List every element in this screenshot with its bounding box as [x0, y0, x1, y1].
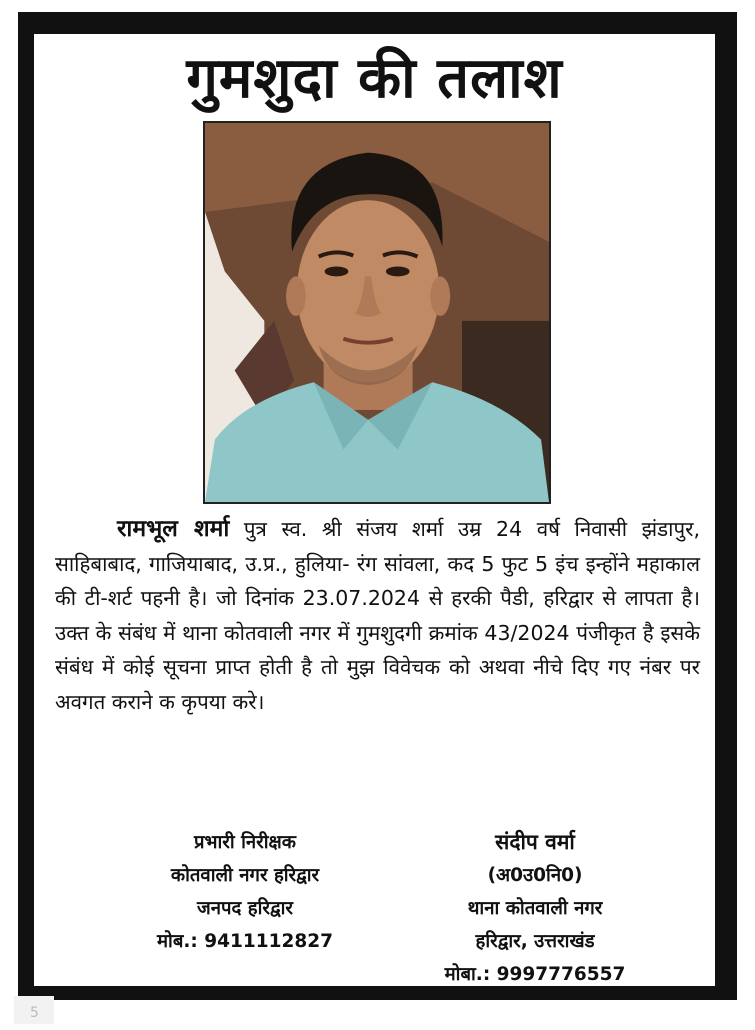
- investigator-name: संदीप वर्मा: [495, 830, 575, 854]
- contact-block-inspector: [100, 826, 390, 958]
- poster-title: गुमशुदा की तलाश: [186, 46, 563, 111]
- investigator-phone: मोबा.: 9997776557: [444, 964, 626, 985]
- inspector-district: जनपद हरिद्वार: [197, 898, 293, 919]
- contact-block-investigator: [400, 826, 670, 991]
- description-text: पुत्र स्व. श्री संजय शर्मा उम्र 24 वर्ष निवासी झंडापुर, साहिबाबाद, गाजियाबाद, उ.प्र., हुलिया- रंग सांवला, कद 5 फुट 5 इंच इन्होंने महाकाल की टी-शर्ट पहनी है। जो दिनांक 23.07.2024 से हरकी पैडी, हरिद्वार से लापता है। उक्त के संबंध में थाना कोतवाली नगर में गुमशुदगी क्रमांक 43/2024 पंजीकृत है इसके संबंध में कोई सूचना प्राप्त होती है तो मुझ विवेचक को अथवा नीचे दिए गए नंबर पर अवगत कराने क कृपया करे।: [55, 517, 700, 714]
- inspector-phone: मोब.: 9411112827: [156, 931, 333, 952]
- missing-person-name: रामभूल शर्मा: [117, 516, 230, 542]
- page-number: 5: [14, 996, 54, 1024]
- investigator-rank: (अ0उ0नि0): [487, 865, 583, 886]
- person-photo-illustration: [205, 123, 549, 502]
- missing-person-description: [55, 512, 700, 719]
- inspector-station: कोतवाली नगर हरिद्वार: [170, 865, 320, 886]
- investigator-station: थाना कोतवाली नगर: [467, 898, 603, 919]
- investigator-location: हरिद्वार, उत्तराखंड: [475, 931, 595, 952]
- inspector-designation: प्रभारी निरीक्षक: [193, 832, 296, 853]
- missing-person-photo: [203, 121, 551, 504]
